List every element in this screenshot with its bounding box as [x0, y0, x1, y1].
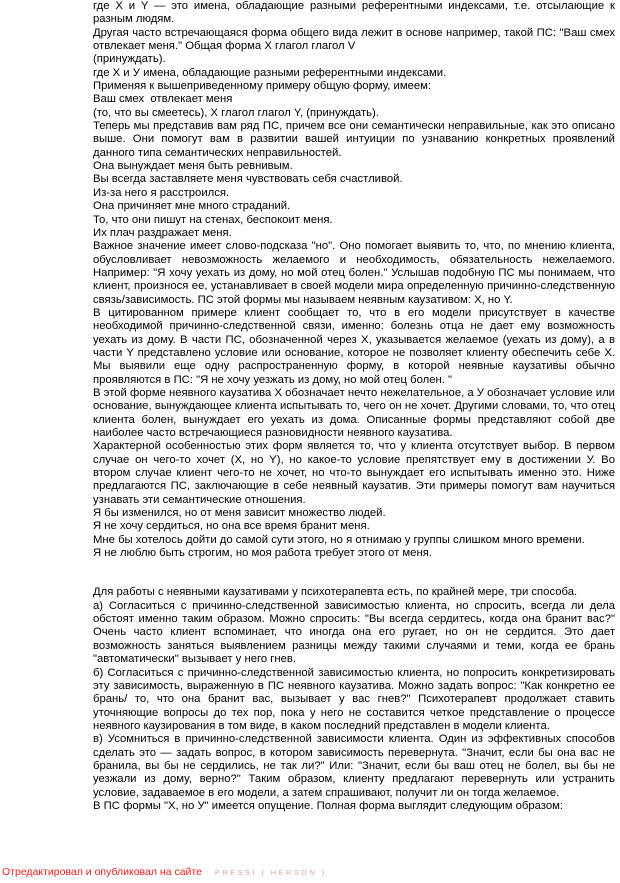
paragraph: В ПС формы "Х, но У" имеется опущение. Полная форма выглядит следующим образом:	[93, 799, 564, 812]
example-line: Она причиняет мне много страданий.	[93, 200, 291, 213]
example-line: Она вынуждает меня быть ревнивым.	[93, 160, 293, 173]
paragraph: Характерной особенностью этих форм является то, что у клиента отсутствует выбор. В первом случае он чего-то хочет (Х, но Y), но какое-то условие препятствует ему в достижении У. Во втором случае клиент чего-то не хочет, но что-то вынуждает его испытывать именно это. Ниже предлагаются ПС, заключающие в себе неявный каузатив. Эти примеры помогут вам научиться узнавать эти семантические отношения.	[93, 440, 615, 506]
paragraph: б) Согласиться с причинно-следственной зависимостью клиента, но попросить конкретизировать эту зависимость, выраженную в ПС неявного каузатива. Можно задать вопрос: "Как конкретно ее брань/ то, что она бранит вас, вызывает у вас гнев?" Психотерапевт продолжает ставить уточняющие вопросы до тех пор, пока у него не составится четкое представление о процессе неявного каузирования в том виде, в каком последний представлен в модели клиента.	[93, 666, 615, 732]
paragraph: Другая часто встречающаяся форма общего вида лежит в основе например, такой ПС: "Ваш смех отвлекает меня." Общая форма Х глагол глагол V	[93, 26, 615, 53]
example-line: Я не люблю быть строгим, но моя работа требует этого от меня.	[93, 547, 432, 560]
paragraph: где Х и У имена, обладающие разными референтными индексами.	[93, 66, 447, 79]
paragraph: Теперь мы представив вам ряд ПС, причем все они семантически неправильные, как это описано выше. Они помогут вам в развитии вашей интуиции по узнаванию конкретных проявлений данного типа семантических неправильностей.	[93, 120, 615, 159]
footer-text: Отредактировал и опубликовал на сайте	[2, 866, 202, 878]
example-line: Ваш смех отвлекает меня	[93, 93, 233, 106]
paragraph-gap	[93, 560, 615, 586]
paragraph: (то, что вы смеетесь), Х глагол глагол Y, (принуждать).	[93, 106, 379, 119]
paragraph: В цитированном примере клиент сообщает то, что в его модели присутствует в качестве необходимой причинно-следственной связи, именно: болезнь отца не дает ему возможность уехать из дому. В части ПС, обозначенной через Х, указывается желаемое (уехать из дому), а в части Y представлено условие или основание, которое не позволяет клиенту обеспечить себе Х. Мы выявили еще одну распространенную форму, в которой неявные каузативы обычно проявляются в ПС: "Я не хочу уезжать из дому, но мой отец болен. "	[93, 306, 615, 386]
example-line: Я бы изменился, но от меня зависит множество людей.	[93, 507, 386, 520]
example-line: Я не хочу сердиться, но она все время бранит меня.	[93, 520, 370, 533]
paragraph: Важное значение имеет слово-подсказа "но". Оно помогает выявить то, что, по мнению клиента, обусловливает невозможность желаемого и необходимость, обязательность нежелаемого. Например: "Я хочу уехать из дому, но мой отец болен." Услышав подобную ПС мы понимаем, что клиент, произнося ее, устанавливает в своей модели мира определенную причинно-следственную связь/зависимость. ПС этой формы мы называем неявным каузативом: Х, но Y.	[93, 240, 615, 306]
example-line: То, что они пишут на стенах, беспокоит меня.	[93, 213, 333, 226]
paragraph: В этой форме неявного каузатива Х обозначает нечто нежелательное, а У обозначает условие или основание, вынуждающее клиента испытывать то, чего он не хочет. Другими словами, то, что отец клиента болен, вынуждает его уехать из дома. Описанные формы представляют собой две наиболее часто встречающиеся разновидности неявного каузатива.	[93, 386, 615, 439]
example-line: Их плач раздражает меня.	[93, 226, 232, 239]
document-body	[93, 0, 615, 813]
example-line: Мне бы хотелось дойти до самой сути этого, но я отнимаю у группы слишком много времени.	[93, 533, 585, 546]
paragraph: а) Согласиться с причинно-следственной зависимостью клиента, но спросить, всегда ли дела обстоят именно таким образом. Можно спросить: "Вы всегда сердитесь, когда она бранит вас?" Очень часто клиент вспоминает, что иногда она его ругает, но он не сердится. Это дает возможность заняться выявлением разницы между такими случаями и теми, когда ее брань "автоматически" вызывает у него гнев.	[93, 599, 615, 666]
example-line: Вы всегда заставляете меня чувствовать себя счастливой.	[93, 173, 403, 186]
footer	[2, 866, 327, 879]
paragraph: Для работы с неявными каузативами у психотерапевта есть, по крайней мере, три способа.	[93, 586, 578, 599]
paragraph: (принуждать).	[93, 53, 166, 66]
site-link[interactable]: : PRESSI ( HERSON )	[205, 868, 327, 877]
paragraph: где Х и Y — это имена, обладающие разными референтными индексами, т.е. отсылающие к разным людям.	[93, 0, 615, 26]
paragraph: Применяя к вышеприведенному примеру общую форму, имеем:	[93, 80, 432, 93]
example-line: Из-за него я расстроился.	[93, 186, 230, 199]
paragraph: в) Усомниться в причинно-следственной зависимости клиента. Один из эффективных способов сделать это — задать вопрос, в котором зависимость перевернута. "Значит, если бы она вас не бранила, вы бы не сердились, не так ли?" Или: "Значит, если бы ваш отец не болел, вы бы не уезжали из дому, верно?" Таким образом, клиенту предлагают перевернуть или устранить условие, задаваемое в его модели, а затем спрашивают, получит ли он тогда желаемое.	[93, 733, 615, 799]
